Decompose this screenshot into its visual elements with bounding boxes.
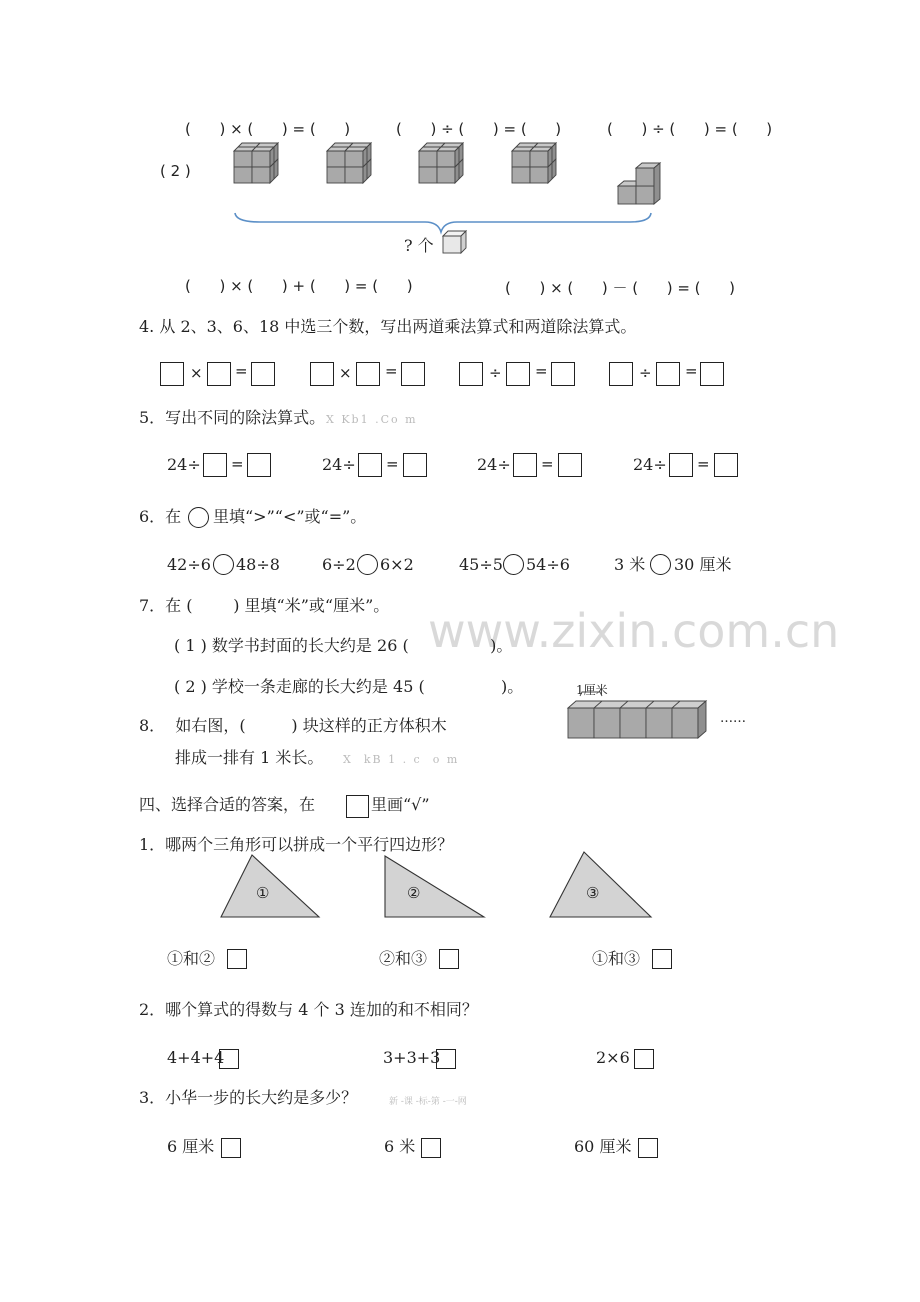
q7-item-2: ( 2 ) 学校一条走廊的长大约是 45 ( )。 xyxy=(174,677,524,696)
operator: = xyxy=(235,362,248,380)
dividend: 24÷ xyxy=(633,455,667,474)
answer-box[interactable] xyxy=(310,362,334,386)
q7-item-1: ( 1 ) 数学书封面的长大约是 26 ( )。 xyxy=(174,636,513,655)
operator: = xyxy=(385,362,398,380)
option-label: 60 厘米 xyxy=(574,1137,632,1156)
p1-text: 1．哪两个三角形可以拼成一个平行四边形？ xyxy=(139,835,454,854)
left-expression: 6÷2 xyxy=(322,555,356,574)
continuation-dots: …… xyxy=(720,711,746,726)
q5-watermark: X Kb1 .Co m xyxy=(326,413,418,426)
q3-part2-equation-1: ( ) × ( ) + ( ) = ( ) xyxy=(185,277,413,295)
answer-circle[interactable] xyxy=(650,554,671,575)
right-expression: 6×2 xyxy=(380,555,414,574)
answer-box[interactable] xyxy=(558,453,582,477)
option-label: ①和③ xyxy=(592,949,641,968)
answer-box[interactable] xyxy=(358,453,382,477)
q3-part2-label: ( 2 ) xyxy=(160,162,191,180)
option-label: 6 厘米 xyxy=(167,1137,215,1156)
dividend: 24÷ xyxy=(167,455,201,474)
answer-circle[interactable] xyxy=(503,554,524,575)
option-label: 6 米 xyxy=(384,1137,416,1156)
operator: = xyxy=(535,362,548,380)
cube-blocks-figure xyxy=(0,0,920,260)
choice-checkbox[interactable] xyxy=(439,949,459,969)
section4-title-end: 里画“√” xyxy=(371,795,430,814)
answer-box[interactable] xyxy=(506,362,530,386)
answer-box[interactable] xyxy=(714,453,738,477)
operator: = xyxy=(386,455,399,473)
answer-box[interactable] xyxy=(251,362,275,386)
p3-watermark: 新 -课 -标-第 -一-网 xyxy=(389,1097,467,1107)
choice-checkbox[interactable] xyxy=(638,1138,658,1158)
operator: × xyxy=(339,364,352,382)
operator: = xyxy=(541,455,554,473)
answer-box[interactable] xyxy=(207,362,231,386)
answer-circle[interactable] xyxy=(213,554,234,575)
operator: = xyxy=(231,455,244,473)
choice-checkbox[interactable] xyxy=(421,1138,441,1158)
answer-box[interactable] xyxy=(160,362,184,386)
answer-circle[interactable] xyxy=(357,554,378,575)
dividend: 24÷ xyxy=(477,455,511,474)
p3-text: 3．小华一步的长大约是多少？ xyxy=(139,1088,358,1107)
triangle-3-label: ③ xyxy=(586,884,600,902)
answer-box[interactable] xyxy=(551,362,575,386)
answer-box[interactable] xyxy=(459,362,483,386)
q6-text-start: 6．在 xyxy=(139,507,182,526)
p2-text: 2．哪个算式的得数与 4 个 3 连加的和不相同？ xyxy=(139,1000,478,1019)
triangles-figure xyxy=(0,845,920,925)
triangle-1-label: ① xyxy=(256,884,270,902)
q8-text-line1: 8． 如右图，( ) 块这样的正方体积木 xyxy=(139,716,447,735)
option-label: 2×6 xyxy=(596,1048,630,1067)
left-expression: 45÷5 xyxy=(459,555,503,574)
answer-box[interactable] xyxy=(609,362,633,386)
check-box-sample xyxy=(346,795,369,818)
top-equation-1: ( ) × ( ) = ( ) xyxy=(185,120,351,138)
q3-part2-equation-2: ( ) × ( ) － ( ) = ( ) xyxy=(505,279,735,297)
option-label: 4+4+4 xyxy=(167,1048,225,1067)
answer-box[interactable] xyxy=(356,362,380,386)
answer-box[interactable] xyxy=(700,362,724,386)
choice-checkbox[interactable] xyxy=(634,1049,654,1069)
q8-watermark: X kB 1 . c o m xyxy=(343,753,460,766)
left-expression: 3 米 xyxy=(614,555,646,574)
site-watermark: www.zixin.com.cn xyxy=(428,604,840,658)
answer-box[interactable] xyxy=(203,453,227,477)
left-expression: 42÷6 xyxy=(167,555,211,574)
top-equation-3: ( ) ÷ ( ) = ( ) xyxy=(607,120,773,138)
q7-text: 7．在 ( ) 里填“米”或“厘米”。 xyxy=(139,596,390,615)
operator: = xyxy=(697,455,710,473)
q4-text: 4. 从 2、3、6、18 中选三个数，写出两道乘法算式和两道除法算式。 xyxy=(139,317,637,336)
q5-text: 5．写出不同的除法算式。 xyxy=(139,408,326,427)
q6-text-end: 里填“>”“<”或“=”。 xyxy=(213,507,367,526)
answer-box[interactable] xyxy=(401,362,425,386)
choice-checkbox[interactable] xyxy=(219,1049,239,1069)
answer-box[interactable] xyxy=(656,362,680,386)
option-label: ②和③ xyxy=(379,949,428,968)
operator: ÷ xyxy=(489,364,502,382)
dividend: 24÷ xyxy=(322,455,356,474)
operator: = xyxy=(685,362,698,380)
q8-text-line2: 排成一排有 1 米长。 xyxy=(175,748,324,767)
unknown-count-label: ? 个 xyxy=(404,236,434,255)
operator: × xyxy=(190,364,203,382)
section4-title-start: 四、选择合适的答案，在 xyxy=(139,795,316,814)
choice-checkbox[interactable] xyxy=(227,949,247,969)
answer-box[interactable] xyxy=(247,453,271,477)
answer-box[interactable] xyxy=(403,453,427,477)
answer-box[interactable] xyxy=(513,453,537,477)
choice-checkbox[interactable] xyxy=(221,1138,241,1158)
right-expression: 54÷6 xyxy=(526,555,570,574)
triangle-2-label: ② xyxy=(407,884,421,902)
operator: ÷ xyxy=(639,364,652,382)
option-label: ①和② xyxy=(167,949,216,968)
choice-checkbox[interactable] xyxy=(652,949,672,969)
circle-symbol xyxy=(188,507,209,528)
cube-row-figure xyxy=(560,690,720,750)
right-expression: 30 厘米 xyxy=(674,555,732,574)
option-label: 3+3+3 xyxy=(383,1048,441,1067)
choice-checkbox[interactable] xyxy=(436,1049,456,1069)
right-expression: 48÷8 xyxy=(236,555,280,574)
top-equation-2: ( ) ÷ ( ) = ( ) xyxy=(396,120,562,138)
answer-box[interactable] xyxy=(669,453,693,477)
cube-size-label: 1厘米 xyxy=(576,683,608,697)
